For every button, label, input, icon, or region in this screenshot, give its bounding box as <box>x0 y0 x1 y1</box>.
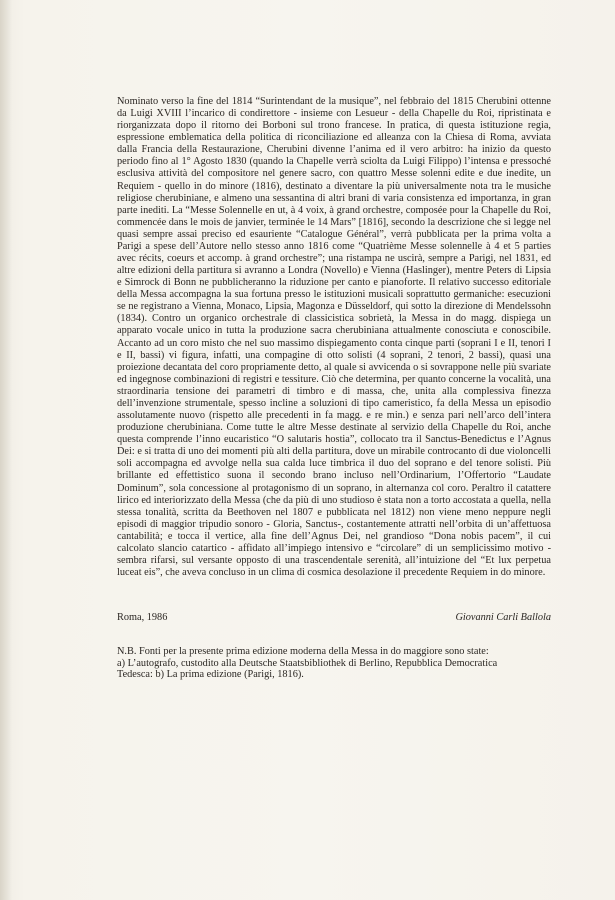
note-line: a) L’autografo, custodito alla Deutsche Staatsbibliothek di Berlino, Repubblica Democratica <box>117 657 498 669</box>
essay-body <box>117 96 551 579</box>
place-date: Roma, 1986 <box>117 612 168 623</box>
note-line: N.B. Fonti per la presente prima edizione moderna della Messa in do maggiore sono state: <box>117 646 489 657</box>
author-name: Giovanni Carli Ballola <box>455 612 551 623</box>
signature-row <box>117 612 551 626</box>
note-line: Tedesca: b) La prima edizione (Parigi, 1816). <box>117 669 304 680</box>
sources-note <box>117 646 551 681</box>
essay-paragraph: Nominato verso la fine del 1814 “Surintendant de la musique”, nel febbraio del 1815 Cherubini ottenne da Luigi XVIII l’incarico di condirettore - insieme con Lesueur - della Chapelle du Roi, ripristinata e riorganizzata dopo il ritorno dei Borboni sul trono francese. In pratica, di questa istituzione regia, espressione emblematica della politica di riconciliazione ed alleanza con la Chiesa di Roma, avviata dalla Francia della Restaurazione, Cherubini divenne l’anima ed il vero arbitro: ha inizio da questo periodo fino al 1° Agosto 1830 (quando la Chapelle verrà sciolta da Luigi Filippo) l’intensa e pressoché esclusiva attività del compositore nel genere sacro, con quattro Messe solenni edite e due inedite, un Requiem - quello in do minore (1816), destinato a diventare la più universalmente nota tra le musiche religiose cherubiniane, e almeno una sessantina di altri brani di varia consistenza ed importanza, in gran parte inediti. La “Messe Solennelle en ut, à 4 voix, à grand orchestre, composée pour la Chapelle du Roi, commencée dans le mois de janvier, terminée le 14 Mars” [1816], secondo la descrizione che si legge nel quasi sempre assai preciso ed esauriente “Catalogue Général”, verrà pubblicata per la prima volta a Parigi a spese dell’Autore nello stesso anno 1816 come “Quatrième Messe solennelle à 4 et 5 parties avec récits, coeurs et accomp. à grand orchestre”; una ristampa ne uscirà, sempre a Parigi, nel 1831, ed altre edizioni della partitura si avranno a Londra (Novello) e Vienna (Haslinger), mentre Peters di Lipsia e Simrock di Bonn ne pubblicheranno la riduzione per canto e pianoforte. Il relativo successo editoriale della Messa accompagna la sua fortuna presso le istituzioni musicali soprattutto germaniche: esecuzioni se ne registrano a Vienna, Monaco, Lipsia, Magonza e Düsseldorf, qui sotto la direzione di Mendelssohn (1834). Contro un organico orchestrale di classicistica sobrietà, la Messa in do magg. dispiega un apparato vocale unico in tutta la produzione sacra cherubiniana attualmente conosciuta e conoscibile. Accanto ad un coro misto che nel suo massimo dispiegamento conta cinque parti (soprani I e II, tenori I e II, bassi) vi figura, infatti, una compagine di otto solisti (4 soprani, 2 tenori, 2 bassi), quasi una proiezione decantata del coro propriamente detto, al quale si avvicenda o si sovrappone nelle più svariate ed ingegnose combinazioni di registri e tessiture. Ciò che determina, per quanto concerne la vocalità, una straordinaria tensione dei parametri di timbro e di massa, che, unita alla complessiva finezza dell’invenzione strumentale, spesso incline a soluzioni di tipo cameristico, fa della Messa un episodio assolutamente nuovo (rispetto alle precedenti in fa magg. e re min.) e senza pari nell’arco dell’intera produzione cherubiniana. Come tutte le altre Messe destinate al servizio della Chapelle du Roi, anche questa comprende l’inno eucaristico “O salutaris hostia”, collocato tra il Sanctus-Benedictus e l’Agnus Dei: e si tratta di uno dei momenti più alti della partitura, dove un mirabile controcanto di due violoncelli soli accompagna ed avvolge nella sua calda luce timbrica il duo del soprano e del tenore solisti. Più brillante ed effettistico suona il secondo brano incluso nell’Ordinarium, l’Offertorio “Laudate Dominum”, sola concessione al protagonismo di un soprano, in alternanza col coro. Peraltro il catattere lirico ed interiorizzato della Messa (che da più di uno studioso è stata non a torto accostata a quella, nella stessa tonalità, scritta da Beethoven nel 1807 e pubblicata nel 1812) non viene meno neppure negli episodi di maggior tripudio sonoro - Gloria, Sanctus-, costantemente attratti nell’orbita di un’affettuosa cantabilità; e tocca il vertice, alla fine dell’Agnus Dei, nel grandioso “Dona nobis pacem”, il cui calcolato slancio catartico - affidato all’impiego intensivo e “circolare” di un semplicissimo motivo - sembra rifarsi, sul versante opposto di una trascendentale serenità, all’intuizione del “Et lux perpetua luceat eis”, che aveva concluso in un clima di cosmica desolazione il precedente Requiem in do minore. <box>117 96 551 579</box>
page-gutter-shadow <box>0 0 12 900</box>
